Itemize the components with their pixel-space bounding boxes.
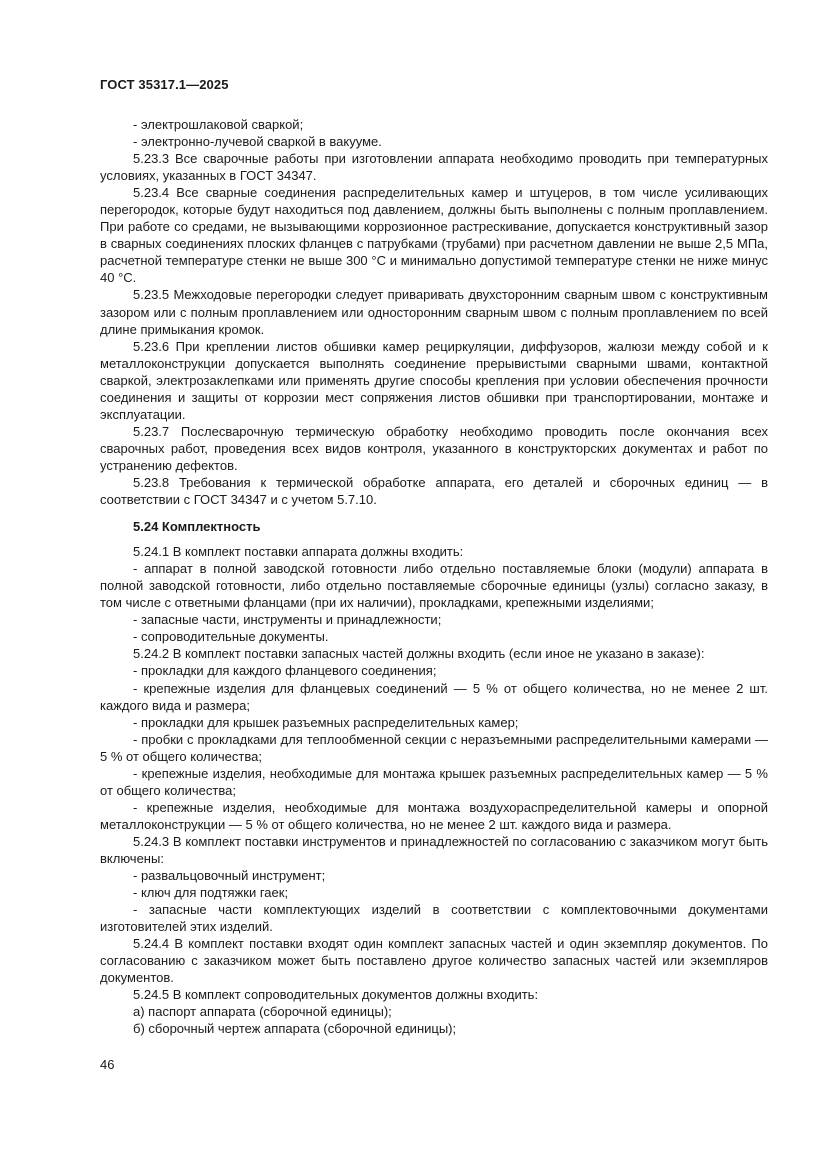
list-item: - аппарат в полной заводской готовности либо отдельно поставляемые блоки (модули) аппарата в полной заводской готовности, либо отдельно поставляемые сборочные единицы (узлы) согласно заказу, в том числе с ответными фланцами (при их наличии), прокладками, крепежными изделиями; <box>100 561 768 611</box>
list-item: - электронно-лучевой сваркой в вакууме. <box>133 134 382 150</box>
clause-5-23-5: 5.23.5 Межходовые перегородки следует приваривать двухсторонним сварным швом с конструктивным зазором или с полным проплавлением или односторонним сварным швом с полным проплавлением по всей длине примыкания кромок. <box>100 287 768 337</box>
list-item: - развальцовочный инструмент; <box>133 868 326 884</box>
list-item: - крепежные изделия, необходимые для монтажа крышек разъемных распределительных камер — 5 % от общего количества; <box>100 765 768 798</box>
clause-5-23-4: 5.23.4 Все сварные соединения распределительных камер и штуцеров, в том числе усиливающих перегородок, которые будут находиться под давлением, должны быть выполнены с полным проплавлением. При работе со средами, не вызывающими коррозионное растрескивание, допускается конструктивный зазор в сварных соединениях плоских фланцев с патрубками (трубами) при расчетном давлении не выше 2,5 МПа, расчетной температуре стенки не выше 300 °С и минимально допустимой температуре стенки не ниже минус 40 °С. <box>100 185 768 286</box>
list-item: - прокладки для каждого фланцевого соединения; <box>133 663 437 679</box>
list-item: - прокладки для крышек разъемных распределительных камер; <box>133 714 519 730</box>
clause-5-24-1: 5.24.1 В комплект поставки аппарата должны входить: <box>133 544 464 560</box>
list-item: б) сборочный чертеж аппарата (сборочной единицы); <box>133 1021 457 1037</box>
list-item: - запасные части, инструменты и принадлежности; <box>133 612 442 628</box>
clause-5-23-7: 5.23.7 Послесварочную термическую обработку необходимо проводить после окончания всех сварочных работ, проведения всех видов контроля, указанного в конструкторских документах и работ по устранению дефектов. <box>100 423 768 473</box>
list-item: - запасные части комплектующих изделий в соответствии с комплектовочными документами изготовителей этих изделий. <box>100 902 768 935</box>
clause-5-23-3: 5.23.3 Все сварочные работы при изготовлении аппарата необходимо проводить при температурных условиях, указанных в ГОСТ 34347. <box>100 151 768 184</box>
list-item: - крепежные изделия для фланцевых соединений — 5 % от общего количества, но не менее 2 шт. каждого вида и размера; <box>100 680 768 713</box>
list-item: - электрошлаковой сваркой; <box>133 117 304 132</box>
clause-5-23-8: 5.23.8 Требования к термической обработке аппарата, его деталей и сборочных единиц — в соответствии с ГОСТ 34347 и с учетом 5.7.10. <box>100 474 768 508</box>
clause-5-24-5: 5.24.5 В комплект сопроводительных документов должны входить: <box>133 987 539 1003</box>
clause-5-23-6: 5.23.6 При креплении листов обшивки камер рециркуляции, диффузоров, жалюзи между собой и к металлоконструкции допускается выполнять соединение прерывистыми сварными швами, контактной сваркой, электрозаклепками или применять другие способы крепления при условии обеспечения прочности соединения и защиты от коррозии мест сопряжения листов обшивки при транспортировании, монтаже и эксплуатации. <box>100 338 768 422</box>
section-title-5-24: 5.24 Комплектность <box>133 519 261 535</box>
document-header: ГОСТ 35317.1—2025 <box>100 77 229 92</box>
clause-5-24-2: 5.24.2 В комплект поставки запасных частей должны входить (если иное не указано в заказе): <box>133 646 705 662</box>
list-item: - крепежные изделия, необходимые для монтажа воздухораспределительной камеры и опорной металлоконструкции — 5 % от общего количества, но не менее 2 шт. каждого вида и размера. <box>100 799 768 832</box>
clause-5-24-4: 5.24.4 В комплект поставки входят один комплект запасных частей и один экземпляр документов. По согласованию с заказчиком может быть поставлено другое количество запасных частей или экземпляров документов. <box>100 936 768 986</box>
clause-5-24-3: 5.24.3 В комплект поставки инструментов и принадлежностей по согласованию с заказчиком могут быть включены: <box>100 833 768 866</box>
document-body <box>100 116 768 1037</box>
list-item: - ключ для подтяжки гаек; <box>133 885 289 901</box>
list-item: - сопроводительные документы. <box>133 629 329 645</box>
list-item: - пробки с прокладками для теплообменной секции с неразъемными распределительными камерами — 5 % от общего количества; <box>100 731 768 764</box>
list-item: а) паспорт аппарата (сборочной единицы); <box>133 1004 392 1020</box>
page-number: 46 <box>100 1057 115 1072</box>
